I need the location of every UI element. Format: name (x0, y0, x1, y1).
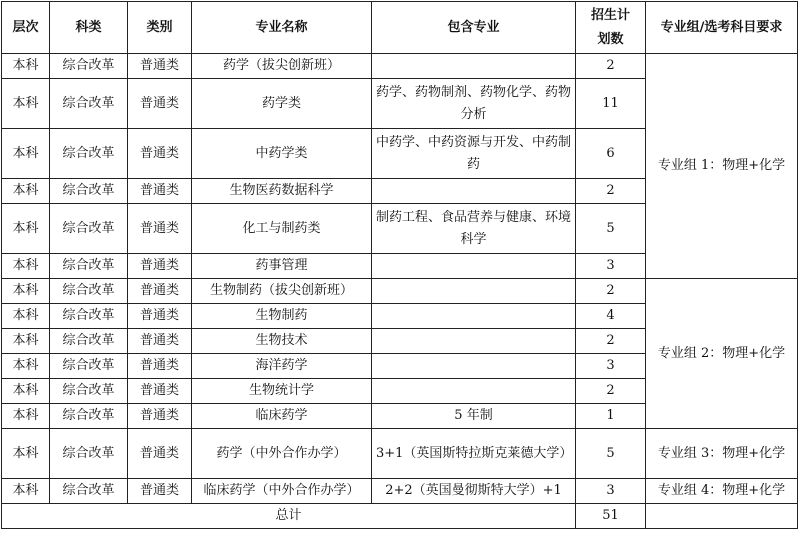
cell-includes: 5 年制 (372, 404, 576, 429)
cell-plan: 2 (576, 279, 646, 304)
cell-major: 药学类 (192, 79, 372, 129)
cell-type: 普通类 (128, 379, 192, 404)
cell-includes (372, 379, 576, 404)
cell-type: 普通类 (128, 429, 192, 479)
total-value: 51 (576, 504, 646, 529)
cell-category: 综合改革 (50, 79, 128, 129)
cell-major: 临床药学（中外合作办学） (192, 479, 372, 504)
cell-type: 普通类 (128, 179, 192, 204)
table-row (2, 54, 798, 79)
cell-plan: 3 (576, 479, 646, 504)
cell-level: 本科 (2, 379, 50, 404)
cell-category: 综合改革 (50, 429, 128, 479)
cell-major: 生物制药 (192, 304, 372, 329)
header-level: 层次 (2, 2, 50, 54)
cell-type: 普通类 (128, 304, 192, 329)
total-empty-cell (646, 504, 798, 529)
cell-type: 普通类 (128, 129, 192, 179)
cell-type: 普通类 (128, 79, 192, 129)
cell-includes: 2+2（英国曼彻斯特大学）+1 (372, 479, 576, 504)
cell-plan: 2 (576, 329, 646, 354)
cell-group-3: 专业组 3：物理+化学 (646, 429, 798, 479)
cell-includes: 中药学、中药资源与开发、中药制药 (372, 129, 576, 179)
cell-category: 综合改革 (50, 329, 128, 354)
table-row (2, 279, 798, 304)
cell-level: 本科 (2, 304, 50, 329)
cell-type: 普通类 (128, 279, 192, 304)
cell-plan: 2 (576, 179, 646, 204)
header-category: 科类 (50, 2, 128, 54)
total-label: 总计 (2, 504, 576, 529)
header-group-requirement: 专业组/选考科目要求 (646, 2, 798, 54)
cell-includes (372, 354, 576, 379)
cell-includes (372, 179, 576, 204)
cell-category: 综合改革 (50, 479, 128, 504)
cell-includes (372, 254, 576, 279)
cell-type: 普通类 (128, 204, 192, 254)
cell-level: 本科 (2, 404, 50, 429)
table-row (2, 479, 798, 504)
header-major-name: 专业名称 (192, 2, 372, 54)
cell-type: 普通类 (128, 329, 192, 354)
cell-type: 普通类 (128, 354, 192, 379)
cell-includes (372, 279, 576, 304)
cell-category: 综合改革 (50, 254, 128, 279)
cell-level: 本科 (2, 354, 50, 379)
cell-category: 综合改革 (50, 204, 128, 254)
header-included-majors: 包含专业 (372, 2, 576, 54)
cell-level: 本科 (2, 254, 50, 279)
cell-plan: 1 (576, 404, 646, 429)
cell-type: 普通类 (128, 404, 192, 429)
cell-includes (372, 54, 576, 79)
cell-group-4: 专业组 4：物理+化学 (646, 479, 798, 504)
cell-plan: 2 (576, 54, 646, 79)
cell-includes: 制药工程、食品营养与健康、环境科学 (372, 204, 576, 254)
cell-level: 本科 (2, 429, 50, 479)
table-row (2, 429, 798, 479)
cell-plan: 2 (576, 379, 646, 404)
cell-plan: 5 (576, 204, 646, 254)
cell-category: 综合改革 (50, 354, 128, 379)
cell-level: 本科 (2, 79, 50, 129)
cell-major: 生物统计学 (192, 379, 372, 404)
cell-includes: 3+1（英国斯特拉斯克莱德大学） (372, 429, 576, 479)
cell-major: 药事管理 (192, 254, 372, 279)
cell-includes (372, 304, 576, 329)
cell-includes (372, 329, 576, 354)
cell-level: 本科 (2, 329, 50, 354)
cell-category: 综合改革 (50, 404, 128, 429)
cell-category: 综合改革 (50, 279, 128, 304)
cell-type: 普通类 (128, 254, 192, 279)
cell-plan: 11 (576, 79, 646, 129)
cell-category: 综合改革 (50, 179, 128, 204)
cell-type: 普通类 (128, 479, 192, 504)
cell-plan: 6 (576, 129, 646, 179)
cell-major: 临床药学 (192, 404, 372, 429)
cell-level: 本科 (2, 279, 50, 304)
cell-type: 普通类 (128, 54, 192, 79)
cell-major: 药学（拔尖创新班） (192, 54, 372, 79)
cell-major: 生物技术 (192, 329, 372, 354)
cell-level: 本科 (2, 204, 50, 254)
cell-plan: 5 (576, 429, 646, 479)
header-enrollment-plan: 招生计划数 (576, 2, 646, 54)
cell-major: 化工与制药类 (192, 204, 372, 254)
header-row (2, 2, 798, 54)
cell-category: 综合改革 (50, 379, 128, 404)
cell-major: 药学（中外合作办学） (192, 429, 372, 479)
cell-includes: 药学、药物制剂、药物化学、药物分析 (372, 79, 576, 129)
cell-level: 本科 (2, 179, 50, 204)
cell-category: 综合改革 (50, 129, 128, 179)
cell-level: 本科 (2, 129, 50, 179)
admission-plan-table (1, 1, 798, 529)
cell-plan: 3 (576, 354, 646, 379)
cell-group-2: 专业组 2：物理+化学 (646, 279, 798, 429)
cell-level: 本科 (2, 54, 50, 79)
cell-category: 综合改革 (50, 304, 128, 329)
cell-level: 本科 (2, 479, 50, 504)
cell-major: 海洋药学 (192, 354, 372, 379)
cell-plan: 3 (576, 254, 646, 279)
cell-plan: 4 (576, 304, 646, 329)
cell-major: 中药学类 (192, 129, 372, 179)
cell-category: 综合改革 (50, 54, 128, 79)
cell-major: 生物制药（拔尖创新班） (192, 279, 372, 304)
header-type: 类别 (128, 2, 192, 54)
cell-group-1: 专业组 1：物理+化学 (646, 54, 798, 279)
cell-major: 生物医药数据科学 (192, 179, 372, 204)
total-row (2, 504, 798, 529)
